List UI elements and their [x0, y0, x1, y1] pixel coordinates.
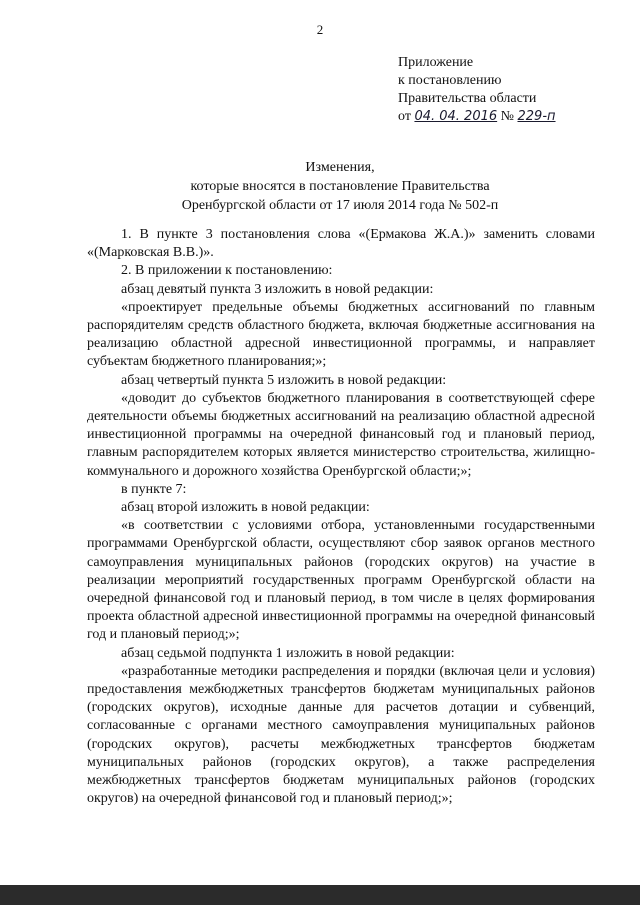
appendix-date-line	[398, 108, 556, 126]
number-prefix: №	[500, 109, 514, 124]
paragraph-5: абзац четвертый пункта 5 изложить в новой редакции:	[121, 372, 447, 388]
appendix-line-3: Правительства области	[398, 91, 537, 106]
paragraph-2: 2. В приложении к постановлению:	[121, 263, 333, 279]
handwritten-number: 229-п	[517, 109, 556, 124]
paragraph-7: в пункте 7:	[121, 481, 187, 497]
document-body	[87, 226, 595, 809]
title-line-2: которые вносятся в постановление Правительства	[190, 179, 490, 194]
paragraph-4: «проектирует предельные объемы бюджетных ассигнований по главным распорядителям средств областного бюджета, включая бюджетные ассигнования на реализацию областной адресной инвестиционной программы, и направляет субъектам бюджетного планирования;»;	[87, 299, 595, 370]
document-title	[0, 158, 640, 215]
appendix-block	[398, 54, 556, 126]
title-line-1: Изменения,	[305, 160, 375, 175]
paragraph-8: абзац второй изложить в новой редакции:	[121, 500, 370, 516]
paragraph-9: «в соответствии с условиями отбора, установленными государственными программами Оренбургской области, осуществляют сбор заявок органов местного самоуправления муниципальных районов (городских округов) на участие в реализации мероприятий государственных программ Оренбургской области на очередной финансовой год и плановый период, в том числе в целях формирования проекта областной адресной инвестиционной программы на очередной финансовый год и плановый период;»;	[87, 518, 595, 643]
paragraph-1: 1. В пункте 3 постановления слова «(Ермакова Ж.А.)» заменить словами «(Марковская В.В.)».	[87, 227, 595, 261]
handwritten-date: 04. 04. 2016	[414, 109, 498, 124]
date-prefix: от	[398, 109, 411, 124]
paragraph-10: абзац седьмой подпункта 1 изложить в новой редакции:	[121, 645, 455, 661]
paragraph-3: абзац девятый пункта 3 изложить в новой редакции:	[121, 281, 434, 297]
paragraph-6: «доводит до субъектов бюджетного планирования в соответствующей сфере деятельности объемы бюджетных ассигнований на реализацию областной адресной инвестиционной программы на очередной финансовый год и плановый период, главным распорядителем которых является министерство строительства, жилищно-коммунального и дорожного хозяйства Оренбургской области;»;	[87, 390, 595, 479]
paragraph-11: «разработанные методики распределения и порядки (включая цели и условия) предоставления межбюджетных трансфертов бюджетам муниципальных районов (городских округов), исходные данные для расчетов дотации и субвенций, согласованные с органами местного самоуправления муниципальных районов (городских округов), расчеты межбюджетных трансфертов бюджетам муниципальных районов (городских округов), а также распределения межбюджетных трансфертов бюджетам муниципальных районов (городских округов) на очередной финансовой год и плановый период;»;	[87, 663, 595, 807]
page-number: 2	[316, 22, 324, 37]
scan-bottom-edge	[0, 885, 640, 905]
appendix-line-2: к постановлению	[398, 73, 502, 88]
appendix-line-1: Приложение	[398, 55, 474, 70]
title-line-3: Оренбургской области от 17 июля 2014 года № 502-п	[181, 198, 499, 213]
